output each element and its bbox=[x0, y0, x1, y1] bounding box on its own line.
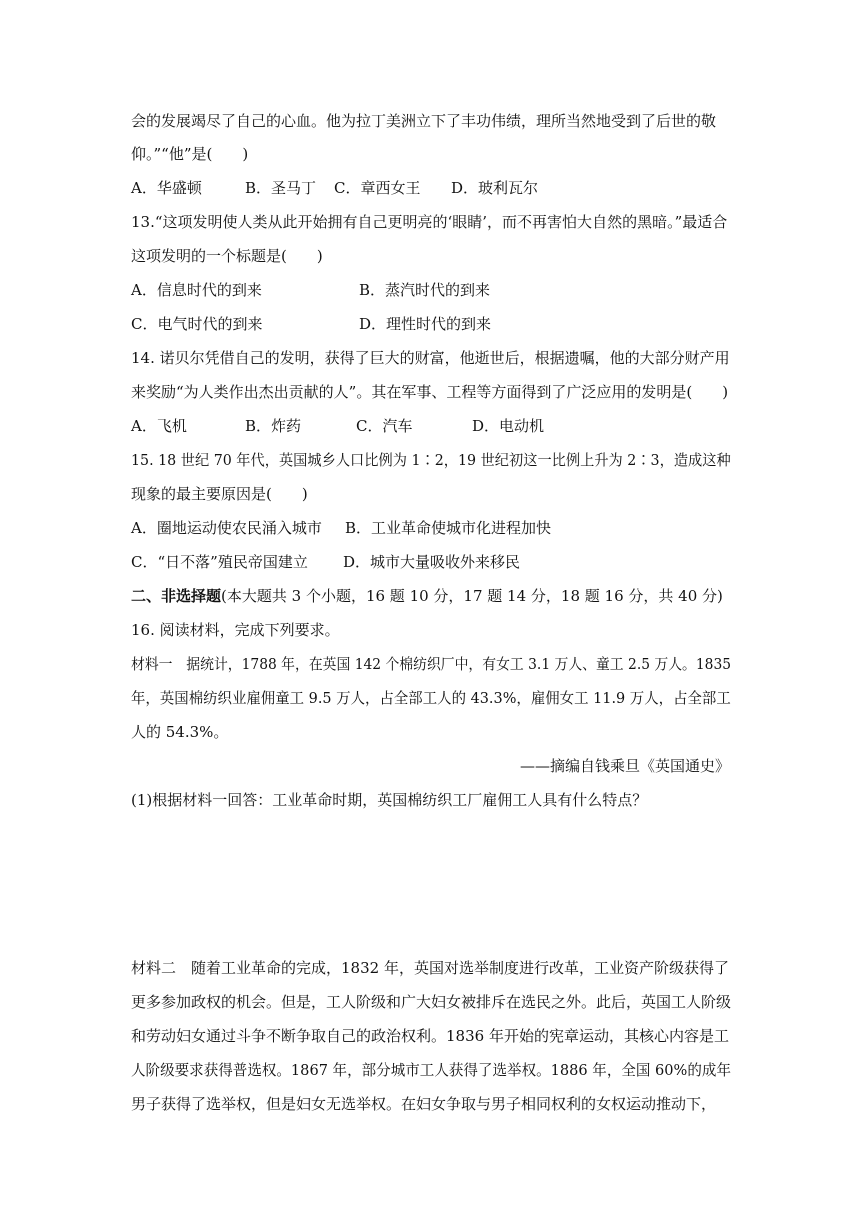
q16-material2-line4: 人阶级要求获得普选权。1867 年，部分城市工人获得了选举权。1886 年，全国 60%的成年 bbox=[131, 1061, 731, 1079]
q16-material1-line3: 人的 54.3%。 bbox=[131, 723, 229, 741]
section2-heading bbox=[131, 586, 723, 606]
q16-material2-line5: 男子获得了选举权，但是妇女无选举权。在妇女争取与男子相同权利的女权运动推动下， bbox=[131, 1095, 717, 1113]
q16-material2-line3: 和劳动妇女通过斗争不断争取自己的政治权利。1836 年开始的宪章运动，其核心内容是工 bbox=[131, 1027, 729, 1045]
q12-option-a[interactable]: A．华盛顿 bbox=[131, 179, 202, 197]
q16-intro: 16. 阅读材料，完成下列要求。 bbox=[131, 621, 340, 639]
q14-text-line2: 来奖励“为人类作出杰出贡献的人”。其在军事、工程等方面得到了广泛应用的发明是( ) bbox=[131, 383, 729, 401]
q16-material1-source: ——摘编自钱乘旦《英国通史》 bbox=[519, 757, 730, 775]
q13-option-d[interactable]: D．理性时代的到来 bbox=[359, 315, 492, 333]
section2-title: 二、非选择题 bbox=[131, 587, 222, 605]
q15-text-line1: 15. 18 世纪 70 年代，英国城乡人口比例为 1∶2，19 世纪初这一比例上升为 2∶3，造成这种 bbox=[131, 451, 731, 469]
q14-option-c[interactable]: C．汽车 bbox=[356, 417, 413, 435]
q12-text-line2: 仰。”“他”是( ) bbox=[131, 145, 249, 163]
section2-description: (本大题共 3 个小题，16 题 10 分，17 题 14 分，18 题 16 分，共 40 分) bbox=[221, 587, 723, 605]
q15-text-line2: 现象的最主要原因是( ) bbox=[131, 485, 308, 503]
q16-material2-line2: 更多参加政权的机会。但是，工人阶级和广大妇女被排斥在选民之外。此后，英国工人阶级 bbox=[131, 993, 732, 1011]
q13-option-a[interactable]: A．信息时代的到来 bbox=[131, 281, 262, 299]
q12-option-c[interactable]: C．章西女王 bbox=[334, 179, 421, 197]
q13-option-c[interactable]: C．电气时代的到来 bbox=[131, 315, 263, 333]
q16-material2-line1: 材料二 随着工业革命的完成，1832 年，英国对选举制度进行改革，工业资产阶级获得了 bbox=[131, 959, 729, 977]
q14-option-a[interactable]: A．飞机 bbox=[131, 417, 187, 435]
q15-option-c[interactable]: C．“日不落”殖民帝国建立 bbox=[131, 553, 308, 571]
q15-option-a[interactable]: A．圈地运动使农民涌入城市 bbox=[131, 519, 322, 537]
q12-text-line1: 会的发展竭尽了自己的心血。他为拉丁美洲立下了丰功伟绩，理所当然地受到了后世的敬 bbox=[131, 112, 717, 130]
q12-option-d[interactable]: D．玻利瓦尔 bbox=[451, 179, 539, 197]
q15-option-b[interactable]: B．工业革命使城市化进程加快 bbox=[345, 519, 552, 537]
q13-text-line1: 13.“这项发明使人类从此开始拥有自己更明亮的‘眼睛’，而不再害怕大自然的黑暗。”最适合 bbox=[131, 213, 728, 231]
q14-option-b[interactable]: B．炸药 bbox=[245, 417, 302, 435]
q13-option-b[interactable]: B．蒸汽时代的到来 bbox=[359, 281, 491, 299]
q16-subquestion1: (1)根据材料一回答：工业革命时期，英国棉纺织工厂雇佣工人具有什么特点？ bbox=[131, 791, 648, 809]
q15-option-d[interactable]: D．城市大量吸收外来移民 bbox=[343, 553, 521, 571]
q14-option-d[interactable]: D．电动机 bbox=[472, 417, 545, 435]
q16-material1-line1: 材料一 据统计，1788 年，在英国 142 个棉纺织厂中，有女工 3.1 万人、童工 2.5 万人。1835 bbox=[131, 655, 732, 673]
q14-text-line1: 14. 诺贝尔凭借自己的发明，获得了巨大的财富，他逝世后，根据遗嘱，他的大部分财产用 bbox=[131, 349, 730, 367]
q16-material1-line2: 年，英国棉纺织业雇佣童工 9.5 万人，占全部工人的 43.3%，雇佣女工 11.9 万人，占全部工 bbox=[131, 689, 731, 707]
q13-text-line2: 这项发明的一个标题是( ) bbox=[131, 247, 323, 265]
q12-option-b[interactable]: B．圣马丁 bbox=[245, 179, 317, 197]
